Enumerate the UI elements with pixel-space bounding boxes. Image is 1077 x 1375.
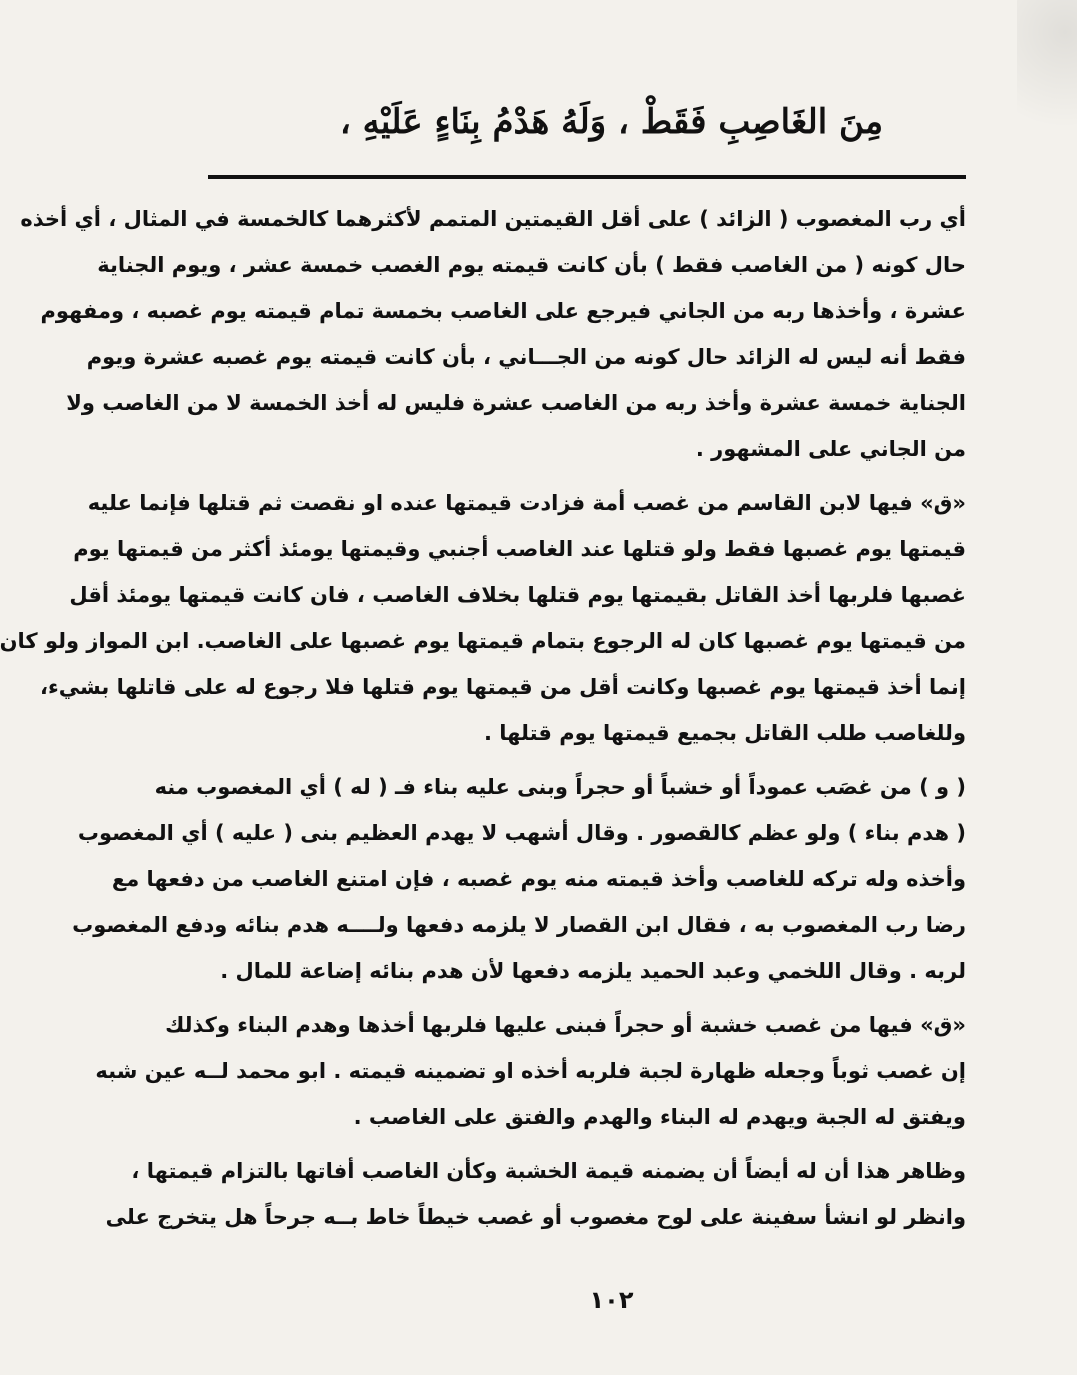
text-line: وانظر لو انشأ سفينة على لوح مغصوب أو غصب خيطاً خاط بــه جرحاً هل يتخرج على	[105, 1205, 966, 1229]
text-line: غصبها فلربها أخذ القاتل بقيمتها يوم قتلها بخلاف الغاصب ، فان كانت قيمتها يومئذ أقل	[69, 583, 966, 607]
text-line: لربه . وقال اللخمي وعبد الحميد يلزمه دفعها لأن هدم بنائه إضاعة للمال .	[220, 959, 966, 983]
text-line: وأخذه وله تركه للغاصب وأخذ قيمته منه يوم غصبه ، فإن امتنع الغاصب من دفعها مع	[111, 867, 966, 891]
body-text	[0, 196, 966, 1248]
text-line: إن غصب ثوباً وجعله ظهارة لجبة فلربه أخذه او تضمينه قيمته . ابو محمد لــه عين شبه	[95, 1059, 966, 1083]
paragraph-3	[72, 764, 966, 994]
text-line: حال كونه ( من الغاصب فقط ) بأن كانت قيمته يوم الغصب خمسة عشر ، ويوم الجناية	[97, 253, 966, 277]
paragraph-5	[105, 1148, 966, 1240]
text-line: ( هدم بناء ) ولو عظم كالقصور . وقال أشهب لا يهدم العظيم بنى ( عليه ) أي المغصوب	[77, 821, 966, 845]
paragraph-2	[0, 480, 966, 756]
text-line: فقط أنه ليس له الزائد حال كونه من الجـــاني ، بأن كانت قيمته يوم غصبه عشرة ويوم	[86, 345, 966, 369]
paragraph-4	[95, 1002, 966, 1140]
text-line: الجناية خمسة عشرة وأخذ ربه من الغاصب عشرة فليس له أخذ الخمسة لا من الغاصب ولا	[66, 391, 966, 415]
text-line: «ق» فيها لابن القاسم من غصب أمة فزادت قيمتها عنده او نقصت ثم قتلها فإنما عليه	[87, 491, 966, 515]
text-line: عشرة ، وأخذها ربه من الجاني فيرجع على الغاصب بخمسة تمام قيمته يوم غصبه ، ومفهوم	[40, 299, 966, 323]
text-line: رضا رب المغصوب به ، فقال ابن القصار لا يلزمه دفعها ولــــه هدم بنائه ودفع المغصوب	[72, 913, 966, 937]
text-line: أي رب المغصوب ( الزائد ) على أقل القيمتين المتمم لأكثرهما كالخمسة في المثال ، أي أخذه	[20, 207, 966, 231]
text-line: «ق» فيها من غصب خشبة أو حجراً فبنى عليها فلربها أخذها وهدم البناء وكذلك	[165, 1013, 966, 1037]
running-header: مِنَ الغَاصِبِ فَقَطْ ، وَلَهُ هَدْمُ بِنَاءٍ عَلَيْهِ ،	[339, 102, 884, 142]
text-line: من الجاني على المشهور .	[695, 437, 966, 461]
header-rule	[208, 175, 966, 179]
text-line: وللغاصب طلب القاتل بجميع قيمتها يوم قتلها .	[483, 721, 966, 745]
text-line: ( و ) من غصَب عموداً أو خشباً أو حجراً وبنى عليه بناء فـ ( له ) أي المغصوب منه	[154, 775, 966, 799]
page-number: ١٠٢	[589, 1286, 634, 1314]
scan-speckle	[1017, 0, 1077, 160]
text-line: إنما أخذ قيمتها يوم غصبها وكانت أقل من قيمتها يوم قتلها فلا رجوع له على قاتلها بشيء،	[40, 675, 966, 699]
text-line: وظاهر هذا أن له أيضاً أن يضمنه قيمة الخشبة وكأن الغاصب أفاتها بالتزام قيمتها ،	[131, 1159, 966, 1183]
text-line: من قيمتها يوم غصبها كان له الرجوع بتمام قيمتها يوم غصبها على الغاصب. ابن المواز ولو كان	[0, 629, 966, 653]
text-line: ويفتق له الجبة ويهدم له البناء والهدم والفتق على الغاصب .	[353, 1105, 966, 1129]
text-line: قيمتها يوم غصبها فقط ولو قتلها عند الغاصب أجنبي وقيمتها يومئذ أكثر من قيمتها يوم	[73, 537, 966, 561]
paragraph-1	[20, 196, 966, 472]
